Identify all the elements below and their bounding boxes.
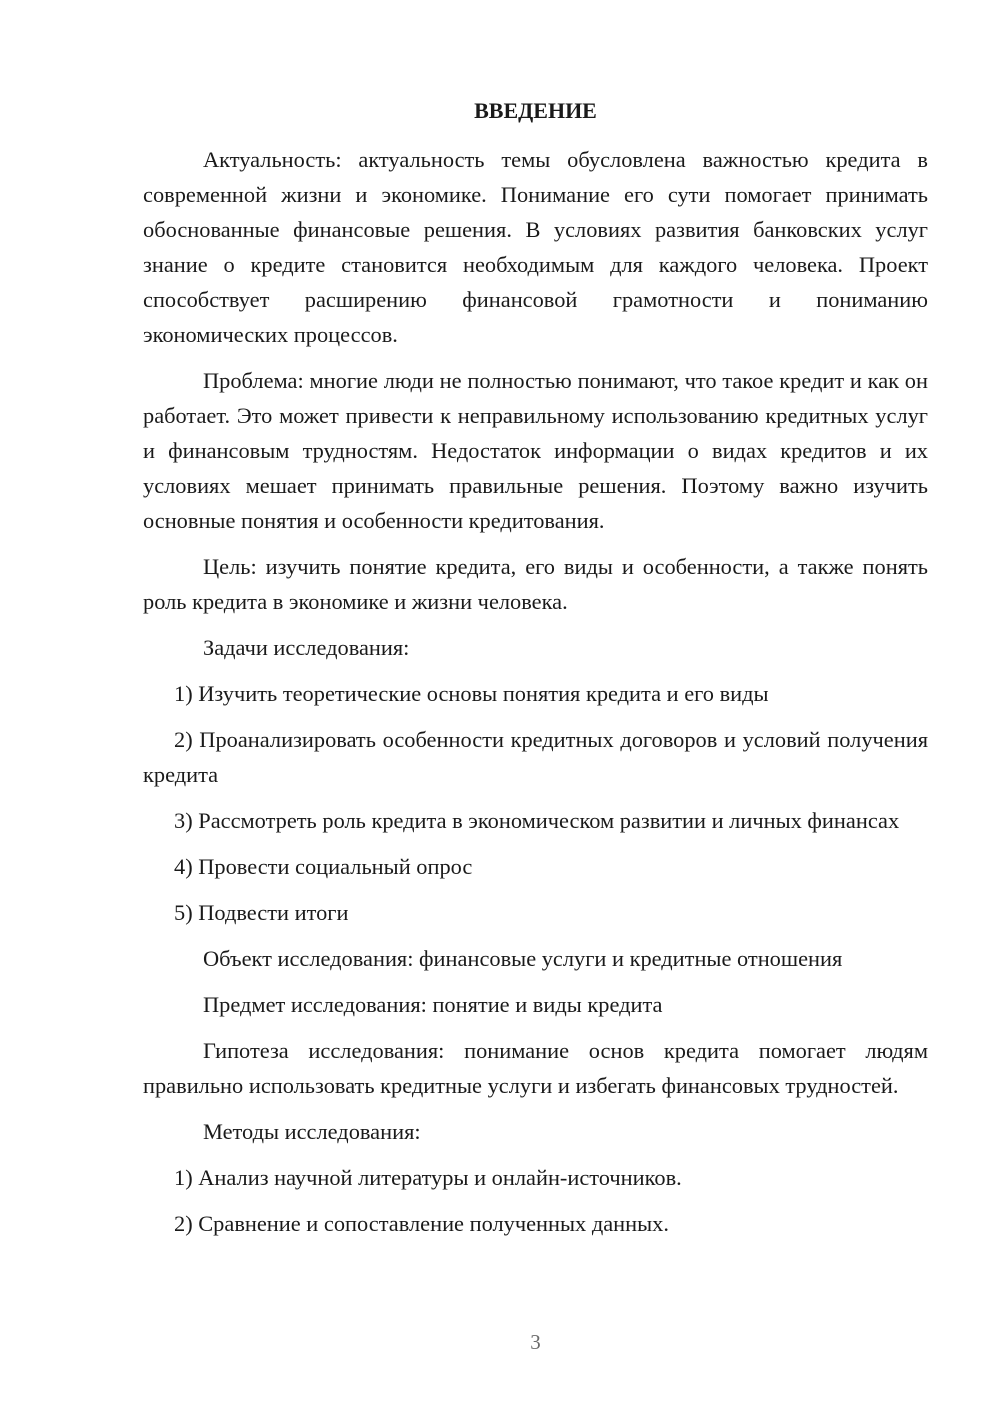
page-number: 3 (530, 1330, 541, 1354)
paragraph-object: Объект исследования: финансовые услуги и кредитные отношения (203, 946, 843, 971)
task-item-1: 1) Изучить теоретические основы понятия кредита и его виды (174, 681, 769, 706)
method-item-1: 1) Анализ научной литературы и онлайн-источников. (174, 1165, 682, 1190)
paragraph-goal: Цель: изучить понятие кредита, его виды и особенности, а также понять роль кредита в экономике и жизни человека. (143, 554, 928, 614)
page-title: ВВЕДЕНИЕ (474, 98, 597, 123)
task-item-5: 5) Подвести итоги (174, 900, 349, 925)
task-item-2: 2) Проанализировать особенности кредитных договоров и условий получения кредита (143, 727, 928, 787)
paragraph-subject: Предмет исследования: понятие и виды кредита (203, 992, 663, 1017)
task-item-4: 4) Провести социальный опрос (174, 854, 473, 879)
methods-heading: Методы исследования: (203, 1119, 421, 1144)
method-item-2: 2) Сравнение и сопоставление полученных данных. (174, 1211, 669, 1236)
document-page (143, 0, 928, 1414)
paragraph-hypothesis: Гипотеза исследования: понимание основ кредита помогает людям правильно использовать кредитные услуги и избегать финансовых трудностей. (143, 1038, 928, 1098)
task-item-3: 3) Рассмотреть роль кредита в экономическом развитии и личных финансах (174, 808, 900, 833)
document-body (143, 142, 928, 1252)
paragraph-problem: Проблема: многие люди не полностью понимают, что такое кредит и как он работает. Это может привести к неправильному использованию кредитных услуг и финансовым трудностям. Недостаток информации о видах кредитов и их условиях мешает принимать правильные решения. Поэтому важно изучить основные понятия и особенности кредитования. (143, 368, 928, 533)
tasks-heading: Задачи исследования: (203, 635, 410, 660)
paragraph-relevance: Актуальность: актуальность темы обусловлена важностью кредита в современной жизни и экономике. Понимание его сути помогает принимать обоснованные финансовые решения. В условиях развития банковских услуг знание о кредите становится необходимым для каждого человека. Проект способствует расширению финансовой грамотности и пониманию экономических процессов. (143, 147, 928, 347)
